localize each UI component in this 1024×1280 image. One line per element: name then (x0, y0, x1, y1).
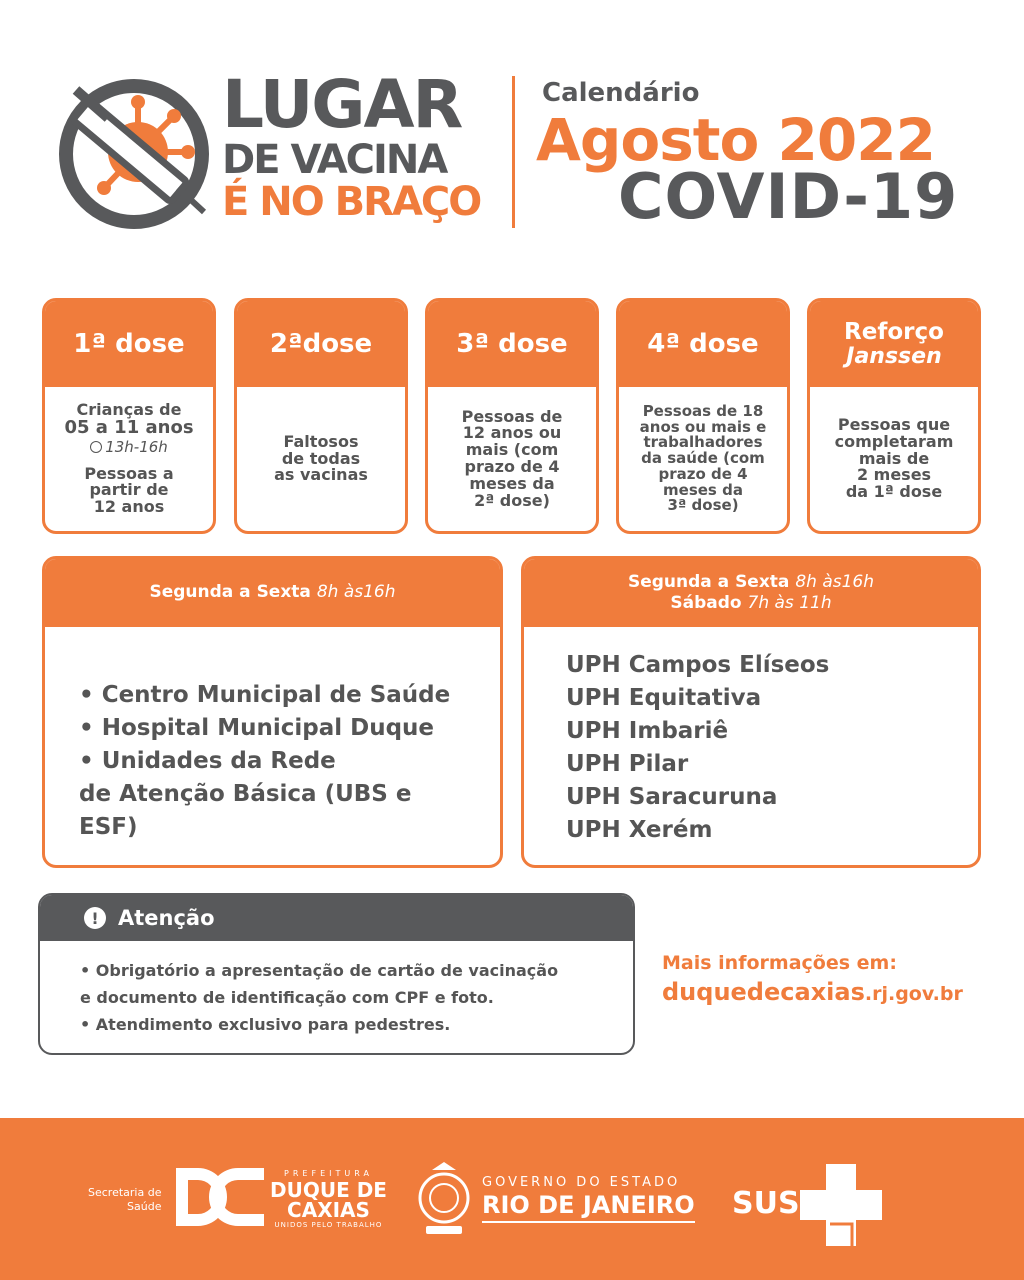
campaign-line-2: DE VACINA (222, 137, 447, 183)
list-item: • Hospital Municipal Duque (79, 715, 435, 741)
dose-title: 1ª dose (73, 329, 185, 359)
dose-card-header (237, 301, 405, 387)
dose-text: de todas (281, 448, 361, 468)
attention-line: • Atendimento exclusivo para pedestres. (80, 1015, 451, 1034)
dose-text: meses da (469, 473, 555, 493)
schedule-hours: 8h às16h (795, 571, 875, 592)
list-item: UPH Xerém (566, 817, 713, 843)
header-divider (512, 76, 515, 228)
dose-card-1 (42, 298, 216, 534)
schedule-line (628, 572, 874, 593)
more-info-label: Mais informações em: (662, 952, 897, 974)
dose-time (90, 437, 168, 456)
attention-body (40, 941, 633, 1038)
list-item: • Unidades da Rede (79, 748, 336, 774)
governo-label: GOVERNO DO ESTADO (482, 1175, 681, 1190)
panel-schedule (45, 559, 500, 627)
list-item: UPH Pilar (566, 751, 689, 777)
panel-schedule (524, 559, 978, 627)
dose-card-header (428, 301, 596, 387)
dose-text: Pessoas de 18 (642, 401, 764, 420)
dose-title: 4ª dose (647, 329, 759, 359)
calendar-disease: COVID-19 (618, 160, 959, 233)
dose-card-reforco (807, 298, 981, 534)
locations-panel-uph (521, 556, 981, 868)
location-list (45, 627, 500, 844)
calendar-month: Agosto 2022 (536, 106, 935, 174)
dose-text: anos ou mais e (639, 417, 767, 436)
list-item: UPH Equitativa (566, 685, 762, 711)
prefeitura-label: PREFEITURA (284, 1169, 373, 1178)
dose-card-header (619, 301, 787, 387)
dose-text: as vacinas (274, 465, 368, 485)
dose-text: da saúde (com (641, 449, 765, 468)
attention-title: Atenção (118, 906, 215, 930)
dose-text: completaram (834, 431, 954, 451)
attention-line: • Obrigatório a apresentação de cartão de vacinação (80, 961, 559, 980)
list-item: de Atenção Básica (UBS e ESF) (79, 781, 412, 840)
dose-text: da 1ª dose (845, 482, 943, 502)
locations-panel-basic (42, 556, 503, 868)
dose-text: Faltosos (283, 431, 359, 451)
prefeitura-name-1: DUQUE DE (270, 1178, 387, 1202)
attention-box (38, 893, 635, 1055)
rj-seal (414, 1162, 474, 1238)
secretaria-line-2: Saúde (127, 1200, 162, 1213)
dose-card-4 (616, 298, 790, 534)
dose-card-2 (234, 298, 408, 534)
syringe-virus-logo (46, 70, 216, 230)
dose-title: Reforço (844, 318, 944, 345)
more-info-link[interactable] (662, 978, 963, 1006)
alert-icon: ! (84, 907, 106, 929)
footer (0, 1118, 1024, 1280)
dose-age-range: 05 a 11 anos (64, 416, 194, 438)
dose-text: 12 anos ou (462, 423, 562, 443)
calendar-label: Calendário (542, 78, 700, 108)
dose-text: Pessoas a (84, 463, 174, 483)
sus-label: SUS (732, 1186, 800, 1221)
dose-text: Crianças de (76, 400, 182, 420)
dose-text: Pessoas que (837, 415, 951, 434)
dose-text: Pessoas de (461, 406, 563, 426)
dose-text: prazo de 4 (658, 464, 748, 483)
schedule-days: Segunda a Sexta (627, 571, 790, 592)
dose-text: 12 anos (93, 497, 165, 517)
dose-card-header (810, 301, 978, 387)
prefeitura-logo-text (270, 1170, 387, 1229)
campaign-line-1: LUGAR (222, 66, 462, 143)
dose-text: 2ª dose) (474, 490, 550, 510)
dose-text: 2 meses (856, 465, 932, 485)
attention-header (40, 895, 633, 941)
schedule-saturday-hours: 7h às 11h (747, 593, 832, 613)
more-info (662, 952, 963, 1006)
clock-icon (90, 441, 102, 453)
schedule-saturday: Sábado (670, 593, 742, 613)
schedule-days: Segunda a Sexta (149, 582, 311, 603)
prefeitura-motto: UNIDOS PELO TRABALHO (274, 1221, 383, 1229)
list-item: UPH Imbariê (566, 718, 729, 744)
dose-title: 2ªdose (269, 329, 373, 359)
secretaria-label (88, 1186, 161, 1214)
more-info-domain: duquedecaxias (662, 978, 865, 1006)
list-item: UPH Campos Elíseos (566, 652, 830, 678)
dose-text: 3ª dose) (667, 496, 739, 515)
location-list (524, 627, 978, 847)
dose-text: mais (com (465, 440, 559, 460)
dose-card-body (428, 387, 596, 531)
sus-cross (800, 1164, 882, 1246)
campaign-title (222, 66, 492, 225)
secretaria-line-1: Secretaria de (88, 1186, 162, 1199)
dose-card-body (810, 387, 978, 531)
dose-text: mais de (858, 448, 930, 468)
dose-card-3 (425, 298, 599, 534)
dose-card-body (45, 387, 213, 531)
list-item: • Centro Municipal de Saúde (79, 682, 451, 708)
dose-text: partir de (89, 480, 169, 500)
schedule-line (149, 582, 395, 603)
dose-title: 3ª dose (456, 329, 568, 359)
dose-time-value: 13h-16h (105, 437, 168, 456)
prefeitura-name-2: CAXIAS (287, 1198, 370, 1222)
schedule-hours: 8h às16h (316, 582, 396, 603)
dose-card-body (619, 387, 787, 531)
dose-subtitle: Janssen (846, 343, 942, 369)
dose-card-body (237, 387, 405, 531)
list-item: UPH Saracuruna (566, 784, 778, 810)
attention-line: e documento de identificação com CPF e foto. (80, 988, 494, 1007)
dose-text: prazo de 4 (464, 457, 560, 476)
governo-state: RIO DE JANEIRO (482, 1193, 695, 1223)
dose-card-header (45, 301, 213, 387)
governo-rj-text (482, 1176, 695, 1223)
more-info-suffix: .rj.gov.br (864, 983, 963, 1005)
schedule-line (670, 593, 831, 614)
dc-logo (176, 1168, 264, 1226)
campaign-line-3: É NO BRAÇO (222, 179, 481, 225)
dose-text: meses da (663, 480, 743, 499)
dose-text: trabalhadores (643, 433, 763, 452)
